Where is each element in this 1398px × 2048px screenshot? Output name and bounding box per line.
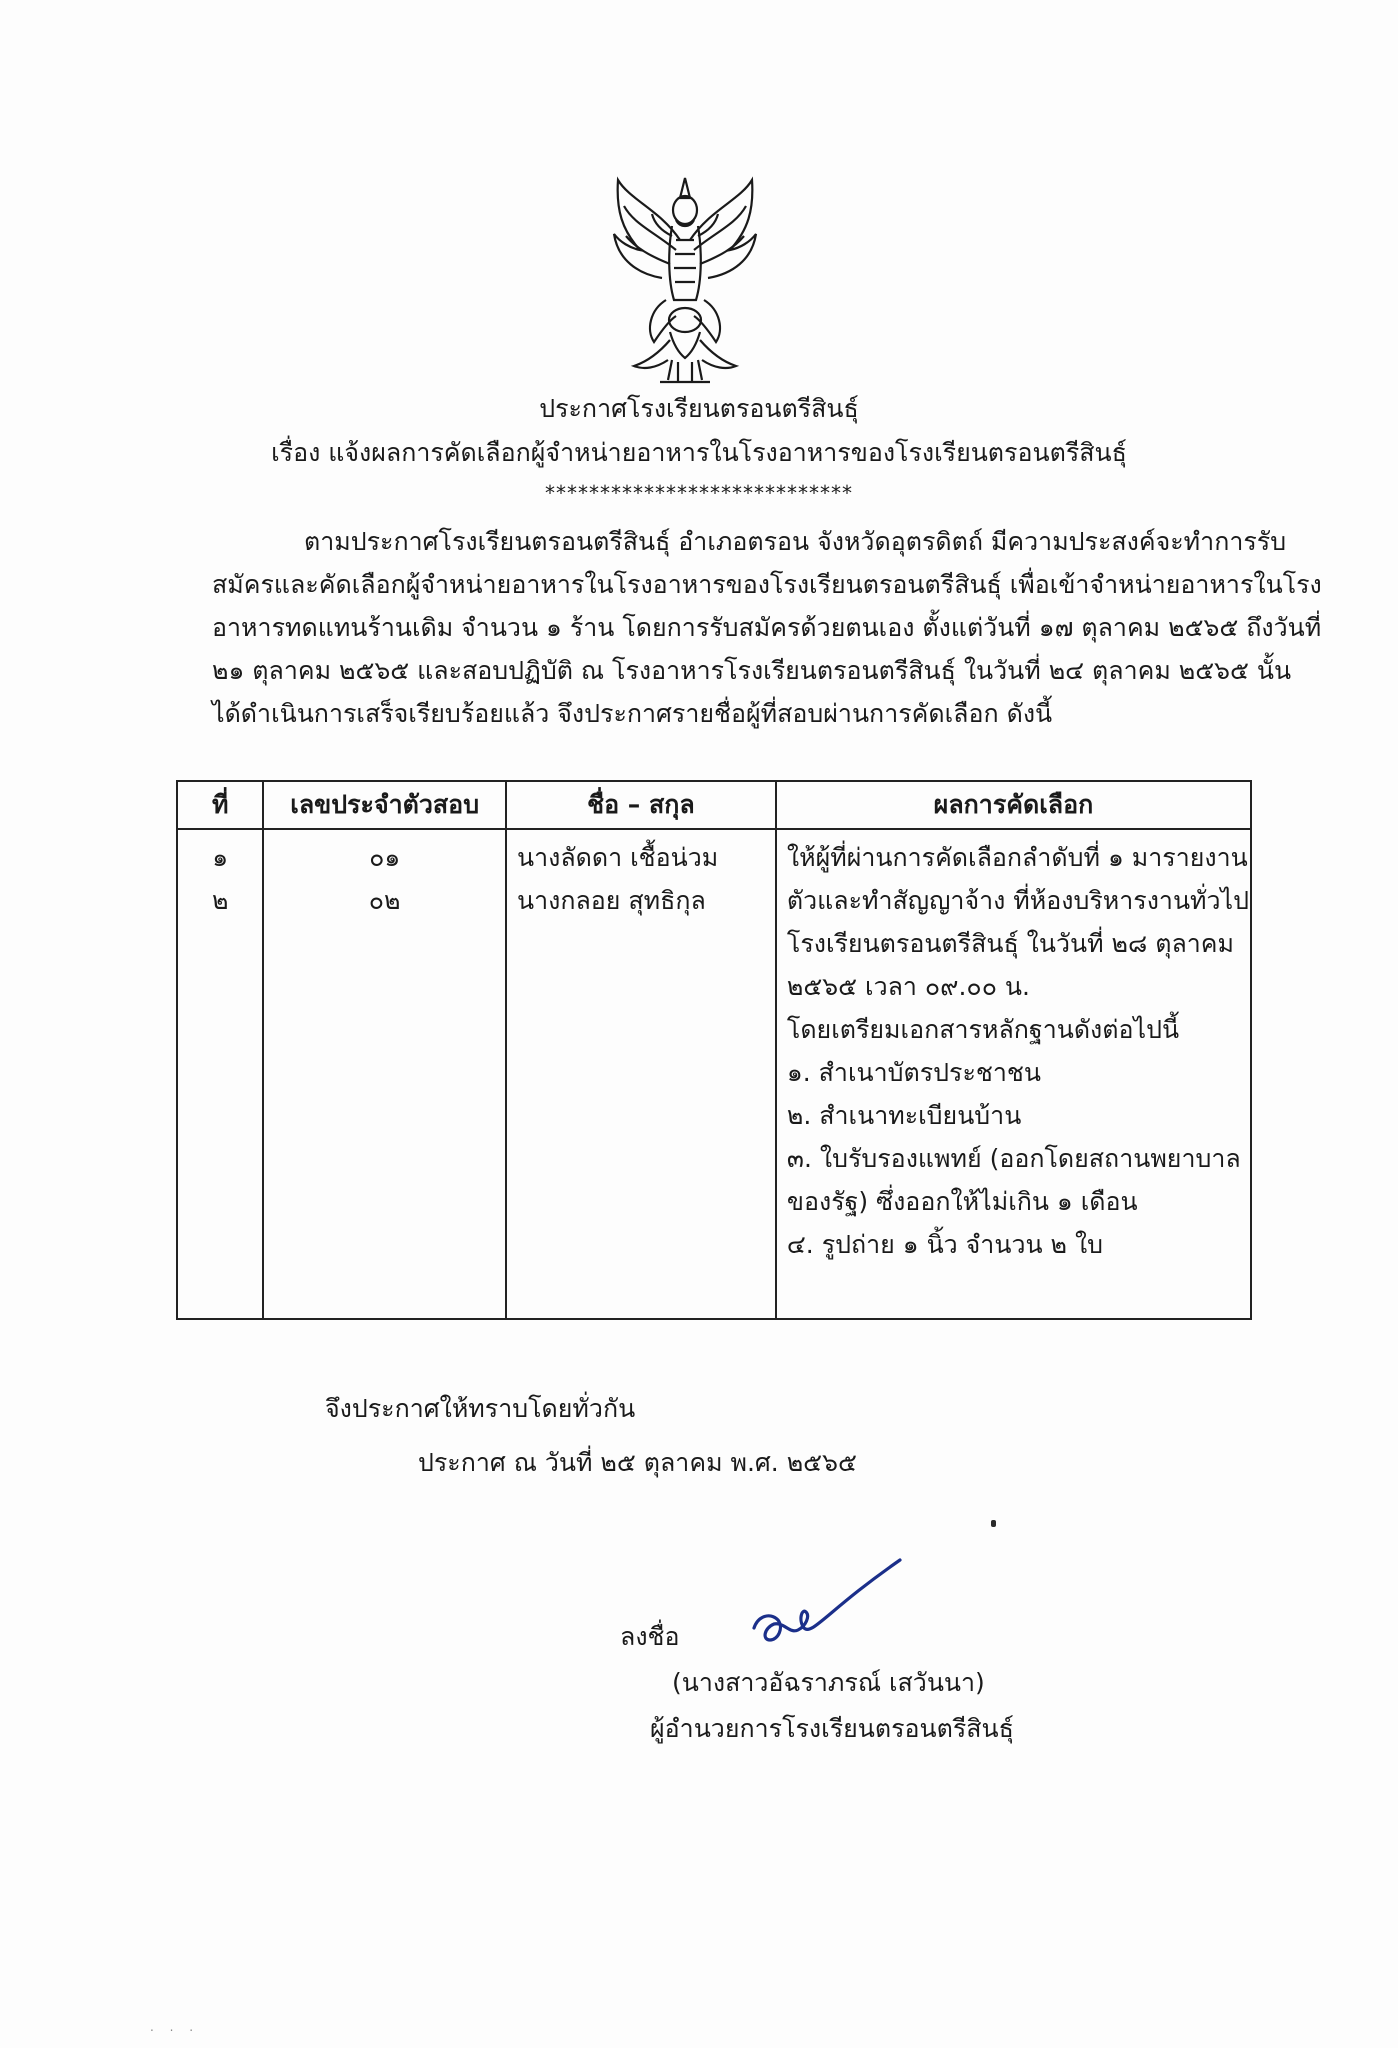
cell-result — [776, 829, 1251, 1319]
row-exam-id: ๐๑ — [369, 843, 401, 872]
body-line: สมัครและคัดเลือกผู้จำหน่ายอาหารในโรงอาหารของโรงเรียนตรอนตรีสินธุ์ เพื่อเข้าจำหน่ายอาหารในโรง — [212, 570, 1322, 599]
cell-name — [506, 829, 776, 1319]
row-no: ๒ — [211, 886, 229, 915]
garuda-emblem-icon — [610, 170, 760, 390]
ink-dot — [991, 1520, 996, 1527]
result-line: โรงเรียนตรอนตรีสินธุ์ ในวันที่ ๒๘ ตุลาคม — [786, 929, 1235, 958]
body-line: ๒๑ ตุลาคม ๒๕๖๕ และสอบปฏิบัติ ณ โรงอาหารโรงเรียนตรอนตรีสินธุ์ ในวันที่ ๒๔ ตุลาคม ๒๕๖๕ นั้น — [212, 656, 1292, 685]
cell-exam-id — [263, 829, 506, 1319]
body-line: ได้ดำเนินการเสร็จเรียบร้อยแล้ว จึงประกาศรายชื่อผู้ที่สอบผ่านการคัดเลือก ดังนี้ — [212, 699, 1053, 728]
result-line: ๓. ใบรับรองแพทย์ (ออกโดยสถานพยาบาล — [786, 1144, 1241, 1173]
result-line: ของรัฐ) ซึ่งออกให้ไม่เกิน ๑ เดือน — [786, 1187, 1138, 1216]
row-exam-id: ๐๒ — [368, 886, 401, 915]
row-name: นางลัดดา เชื้อน่วม — [516, 843, 719, 872]
table-header-row — [177, 781, 1251, 829]
results-table — [176, 780, 1252, 1320]
signer-position: ผู้อำนวยการโรงเรียนตรอนตรีสินธุ์ — [650, 1714, 1014, 1743]
result-line: ๔. รูปถ่าย ๑ นิ้ว จำนวน ๒ ใบ — [786, 1230, 1104, 1259]
body-line: อาหารทดแทนร้านเดิม จำนวน ๑ ร้าน โดยการรับสมัครด้วยตนเอง ตั้งแต่วันที่ ๑๗ ตุลาคม ๒๕๖๕ ถึงวันที่ — [212, 613, 1322, 642]
announcement-subject: เรื่อง แจ้งผลการคัดเลือกผู้จำหน่ายอาหารในโรงอาหารของโรงเรียนตรอนตรีสินธุ์ — [271, 438, 1127, 467]
header-name: ชื่อ – สกุล — [506, 781, 776, 829]
header-result: ผลการคัดเลือก — [776, 781, 1251, 829]
header-no: ที่ — [177, 781, 263, 829]
result-line: ๒. สำเนาทะเบียนบ้าน — [786, 1101, 1022, 1130]
row-name: นางกลอย สุทธิกุล — [516, 886, 706, 915]
result-line: ให้ผู้ที่ผ่านการคัดเลือกลำดับที่ ๑ มารายงาน — [786, 843, 1248, 872]
body-line: ตามประกาศโรงเรียนตรอนตรีสินธุ์ อำเภอตรอน จังหวัดอุตรดิตถ์ มีความประสงค์จะทำการรับ — [304, 527, 1287, 556]
cell-no — [177, 829, 263, 1319]
announce-date: ประกาศ ณ วันที่ ๒๕ ตุลาคม พ.ศ. ๒๕๖๕ — [418, 1448, 857, 1477]
result-line: โดยเตรียมเอกสารหลักฐานดังต่อไปนี้ — [786, 1015, 1180, 1044]
header-exam-id: เลขประจำตัวสอบ — [263, 781, 506, 829]
row-no: ๑ — [212, 843, 229, 872]
closing-announce: จึงประกาศให้ทราบโดยทั่วกัน — [325, 1394, 636, 1423]
title-divider: **************************** — [545, 481, 853, 505]
scan-specks: . . . — [150, 2020, 200, 2034]
handwritten-signature-icon — [748, 1550, 908, 1660]
signer-name: (นางสาวอัฉราภรณ์ เสวันนา) — [672, 1668, 985, 1697]
result-line: ตัวและทำสัญญาจ้าง ที่ห้องบริหารงานทั่วไป — [786, 886, 1249, 915]
sign-label: ลงชื่อ — [620, 1622, 680, 1651]
announcement-body — [212, 520, 1322, 735]
result-line: ๑. สำเนาบัตรประชาชน — [786, 1058, 1041, 1087]
table-row — [177, 829, 1251, 1319]
result-line: ๒๕๖๕ เวลา ๐๙.๐๐ น. — [786, 972, 1030, 1001]
announcement-title: ประกาศโรงเรียนตรอนตรีสินธุ์ — [539, 394, 859, 423]
